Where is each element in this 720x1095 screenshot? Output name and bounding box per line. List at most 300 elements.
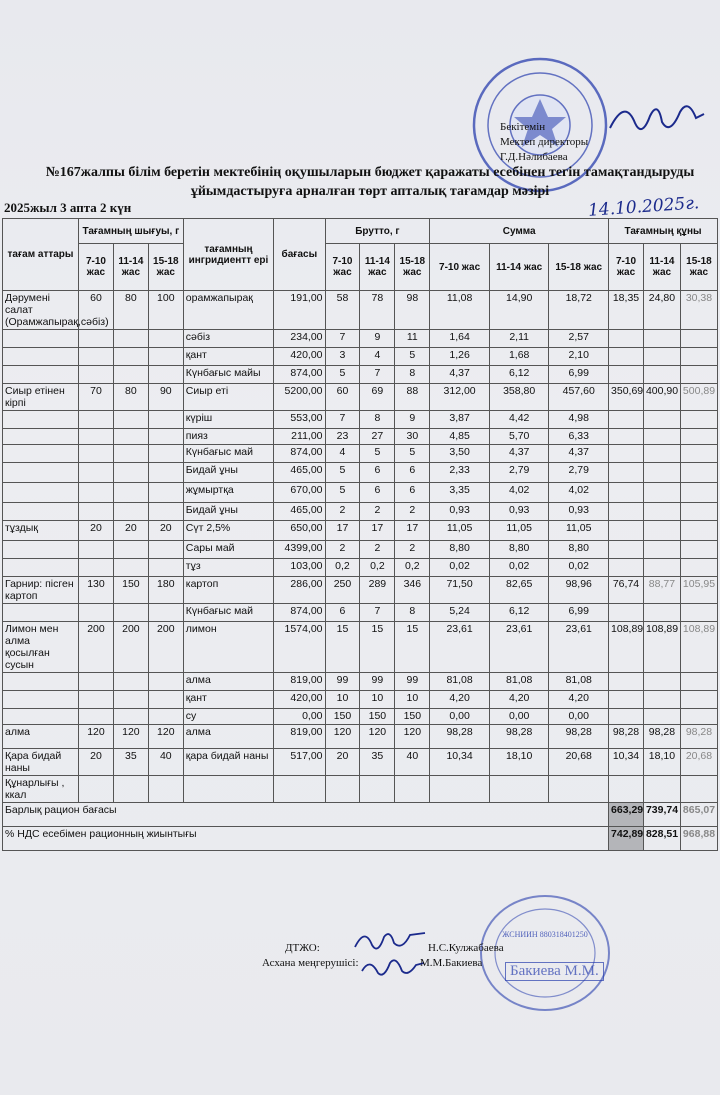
brutto-cell: 3 — [325, 348, 360, 366]
price-cell: 191,00 — [274, 291, 325, 330]
cost-cell: 500,89 — [680, 384, 717, 411]
yield-cell — [148, 330, 183, 348]
cost-cell — [609, 429, 644, 445]
sum-cell: 98,28 — [549, 725, 609, 749]
cost-cell — [643, 673, 680, 691]
brutto-cell: 150 — [325, 709, 360, 725]
cost-cell — [609, 411, 644, 429]
cost-cell: 76,74 — [609, 577, 644, 604]
cost-cell — [609, 445, 644, 463]
sum-cell — [549, 776, 609, 803]
table-subheader-row — [3, 244, 718, 291]
cost-cell — [609, 330, 644, 348]
sum-cell: 23,61 — [430, 622, 490, 673]
price-cell: 465,00 — [274, 503, 325, 521]
ingredient-cell: Бидай ұны — [183, 463, 273, 483]
brutto-cell: 7 — [325, 411, 360, 429]
brutto-cell: 11 — [395, 330, 430, 348]
yield-cell: 120 — [79, 725, 114, 749]
ingredient-cell: орамжапырақ — [183, 291, 273, 330]
brutto-cell: 2 — [395, 503, 430, 521]
dish-name-cell: алма — [3, 725, 79, 749]
cost-cell — [680, 521, 717, 541]
cost-cell — [643, 348, 680, 366]
sum-cell: 11,05 — [489, 521, 549, 541]
cost-cell: 98,28 — [643, 725, 680, 749]
sum-cell: 4,42 — [489, 411, 549, 429]
brutto-cell: 2 — [325, 503, 360, 521]
header-yield: Тағамның шығуы, г — [79, 219, 184, 244]
cost-cell — [680, 366, 717, 384]
sum-cell: 98,96 — [549, 577, 609, 604]
approval-line-1: Бекітемін — [500, 121, 546, 133]
price-cell: 670,00 — [274, 483, 325, 503]
cost-cell: 400,90 — [643, 384, 680, 411]
ingredient-cell: Сары май — [183, 541, 273, 559]
brutto-cell: 99 — [325, 673, 360, 691]
cost-cell — [680, 709, 717, 725]
brutto-cell: 40 — [395, 749, 430, 776]
sum-cell: 6,33 — [549, 429, 609, 445]
sum-cell: 5,70 — [489, 429, 549, 445]
sum-cell: 10,34 — [430, 749, 490, 776]
price-cell: 650,00 — [274, 521, 325, 541]
brutto-cell — [360, 776, 395, 803]
age-7-10: 7-10 жас — [325, 244, 360, 291]
sum-cell: 6,99 — [549, 604, 609, 622]
ingredient-cell: лимон — [183, 622, 273, 673]
age-7-10: 7-10 жас — [79, 244, 114, 291]
sum-cell: 2,33 — [430, 463, 490, 483]
total-label: % НДС есебімен рационның жиынтығы — [3, 827, 609, 851]
approval-line-2: Мектеп директоры — [500, 136, 589, 148]
sum-cell: 11,08 — [430, 291, 490, 330]
yield-cell — [79, 445, 114, 463]
brutto-cell: 0,2 — [360, 559, 395, 577]
brutto-cell: 58 — [325, 291, 360, 330]
brutto-cell: 6 — [360, 463, 395, 483]
cost-cell — [643, 541, 680, 559]
signature-scribble-2 — [358, 953, 428, 981]
price-cell — [274, 776, 325, 803]
sum-cell: 0,00 — [549, 709, 609, 725]
ingredient-cell: Күнбағыс майы — [183, 366, 273, 384]
yield-cell — [148, 463, 183, 483]
yield-cell — [113, 463, 148, 483]
cost-cell — [643, 559, 680, 577]
sum-cell: 18,72 — [549, 291, 609, 330]
sum-cell: 2,79 — [549, 463, 609, 483]
cost-cell: 10,34 — [609, 749, 644, 776]
cost-cell — [680, 429, 717, 445]
cost-cell — [643, 691, 680, 709]
sum-cell: 0,00 — [430, 709, 490, 725]
price-cell: 234,00 — [274, 330, 325, 348]
sum-cell: 6,12 — [489, 366, 549, 384]
brutto-cell: 2 — [395, 541, 430, 559]
brutto-cell: 5 — [325, 463, 360, 483]
yield-cell — [113, 429, 148, 445]
brutto-cell: 88 — [395, 384, 430, 411]
cost-cell — [680, 691, 717, 709]
yield-cell: 20 — [148, 521, 183, 541]
table-row — [3, 366, 718, 384]
table-row — [3, 749, 718, 776]
price-cell: 465,00 — [274, 463, 325, 483]
brutto-cell: 6 — [360, 483, 395, 503]
yield-cell — [79, 483, 114, 503]
age-7-10: 7-10 жас — [609, 244, 644, 291]
sum-cell: 0,02 — [489, 559, 549, 577]
yield-cell — [79, 709, 114, 725]
yield-cell: 90 — [148, 384, 183, 411]
yield-cell — [113, 691, 148, 709]
dish-name-cell: Сиыр етінен кірпі — [3, 384, 79, 411]
sum-cell: 358,80 — [489, 384, 549, 411]
yield-cell: 200 — [113, 622, 148, 673]
price-cell: 5200,00 — [274, 384, 325, 411]
cost-cell: 108,89 — [609, 622, 644, 673]
brutto-cell: 5 — [395, 348, 430, 366]
signature-label-1: ДТЖО: — [285, 942, 320, 954]
price-cell: 1574,00 — [274, 622, 325, 673]
brutto-cell: 7 — [360, 366, 395, 384]
yield-cell — [148, 691, 183, 709]
age-15-18: 15-18 жас — [148, 244, 183, 291]
brutto-cell: 99 — [395, 673, 430, 691]
yield-cell — [79, 604, 114, 622]
signature-name-1: Н.С.Кулжабаева — [428, 942, 504, 954]
sum-cell: 3,87 — [430, 411, 490, 429]
dish-name-cell — [3, 673, 79, 691]
age-11-14: 11-14 жас — [360, 244, 395, 291]
sum-cell: 11,05 — [549, 521, 609, 541]
sum-cell: 0,00 — [489, 709, 549, 725]
table-row — [3, 725, 718, 749]
yield-cell — [148, 541, 183, 559]
sum-cell: 20,68 — [549, 749, 609, 776]
yield-cell: 120 — [113, 725, 148, 749]
table-row — [3, 348, 718, 366]
ingredient-cell: пияз — [183, 429, 273, 445]
sum-cell: 81,08 — [549, 673, 609, 691]
director-signature — [600, 88, 710, 148]
dish-name-cell — [3, 541, 79, 559]
table-row — [3, 463, 718, 483]
ingredient-cell: күріш — [183, 411, 273, 429]
price-cell: 0,00 — [274, 709, 325, 725]
sum-cell — [430, 776, 490, 803]
cost-cell — [680, 604, 717, 622]
cost-cell — [643, 604, 680, 622]
cost-cell — [643, 776, 680, 803]
approval-block — [500, 120, 588, 165]
sum-cell: 0,02 — [549, 559, 609, 577]
table-row — [3, 483, 718, 503]
brutto-cell: 9 — [360, 330, 395, 348]
sum-cell: 14,90 — [489, 291, 549, 330]
table-row — [3, 604, 718, 622]
brutto-cell: 78 — [360, 291, 395, 330]
ingredient-cell: алма — [183, 673, 273, 691]
age-7-10: 7-10 жас — [430, 244, 490, 291]
cost-cell — [680, 348, 717, 366]
cost-cell — [680, 503, 717, 521]
cost-cell — [609, 709, 644, 725]
yield-cell — [148, 429, 183, 445]
document-title: №167жалпы білім беретін мектебінің оқушыларын бюджет қаражаты есебінен тегін тамақтандыруды ұйымдастыруға арналған төрт апталық тағамдар мәзірі — [45, 165, 695, 199]
ingredient-cell: алма — [183, 725, 273, 749]
sum-cell: 8,80 — [430, 541, 490, 559]
sum-cell: 0,93 — [489, 503, 549, 521]
dish-name-cell — [3, 691, 79, 709]
price-cell: 420,00 — [274, 691, 325, 709]
sum-cell: 457,60 — [549, 384, 609, 411]
cost-cell: 30,38 — [680, 291, 717, 330]
sum-cell: 0,93 — [430, 503, 490, 521]
ingredient-cell: тұз — [183, 559, 273, 577]
brutto-cell: 250 — [325, 577, 360, 604]
sum-cell: 0,93 — [549, 503, 609, 521]
ingredient-cell: Сиыр еті — [183, 384, 273, 411]
brutto-cell: 60 — [325, 384, 360, 411]
cost-cell — [643, 521, 680, 541]
sum-cell: 4,37 — [489, 445, 549, 463]
document-subtitle: 2025жыл 3 апта 2 күн — [4, 200, 132, 215]
brutto-cell: 0,2 — [395, 559, 430, 577]
brutto-cell: 17 — [360, 521, 395, 541]
brutto-cell — [325, 776, 360, 803]
dish-name-cell: Құнарлығы , ккал — [3, 776, 79, 803]
ingredient-cell: қант — [183, 348, 273, 366]
cost-cell — [680, 463, 717, 483]
cost-cell: 88,77 — [643, 577, 680, 604]
yield-cell: 20 — [79, 521, 114, 541]
sum-cell: 6,12 — [489, 604, 549, 622]
approval-line-3: Г.Д.Нәлибаева — [500, 151, 568, 163]
table-row — [3, 503, 718, 521]
yield-cell — [148, 673, 183, 691]
sum-cell: 4,37 — [549, 445, 609, 463]
yield-cell — [79, 776, 114, 803]
yield-cell — [148, 559, 183, 577]
cost-cell — [643, 463, 680, 483]
sum-cell: 2,57 — [549, 330, 609, 348]
sum-cell: 4,98 — [549, 411, 609, 429]
dish-name-cell — [3, 709, 79, 725]
brutto-cell: 0,2 — [325, 559, 360, 577]
dish-name-cell — [3, 366, 79, 384]
brutto-cell: 120 — [325, 725, 360, 749]
sum-cell: 2,11 — [489, 330, 549, 348]
total-cost-cell: 865,07 — [680, 803, 717, 827]
sum-cell: 1,26 — [430, 348, 490, 366]
cost-cell: 24,80 — [643, 291, 680, 330]
price-cell: 420,00 — [274, 348, 325, 366]
brutto-cell: 23 — [325, 429, 360, 445]
yield-cell — [79, 463, 114, 483]
price-cell: 819,00 — [274, 725, 325, 749]
sum-cell: 312,00 — [430, 384, 490, 411]
signature-name-2: М.М.Бакиева — [420, 957, 483, 969]
brutto-cell: 35 — [360, 749, 395, 776]
brutto-cell: 5 — [360, 445, 395, 463]
brutto-cell: 4 — [325, 445, 360, 463]
age-11-14: 11-14 жас — [113, 244, 148, 291]
total-cost-cell: 828,51 — [643, 827, 680, 851]
sum-cell: 98,28 — [430, 725, 490, 749]
dish-name-cell — [3, 429, 79, 445]
table-row — [3, 577, 718, 604]
total-label: Барлық рацион бағасы — [3, 803, 609, 827]
brutto-cell: 150 — [360, 709, 395, 725]
price-cell: 103,00 — [274, 559, 325, 577]
table-row — [3, 384, 718, 411]
sum-cell: 81,08 — [430, 673, 490, 691]
age-15-18: 15-18 жас — [395, 244, 430, 291]
cost-cell: 350,69 — [609, 384, 644, 411]
sum-cell: 82,65 — [489, 577, 549, 604]
yield-cell: 20 — [113, 521, 148, 541]
cost-cell — [643, 411, 680, 429]
yield-cell: 60 — [79, 291, 114, 330]
cost-cell — [680, 411, 717, 429]
sum-cell: 98,28 — [489, 725, 549, 749]
dish-name-cell — [3, 604, 79, 622]
dish-name-cell — [3, 463, 79, 483]
yield-cell — [79, 541, 114, 559]
table-row — [3, 541, 718, 559]
cost-cell — [609, 348, 644, 366]
yield-cell: 200 — [79, 622, 114, 673]
sum-cell: 6,99 — [549, 366, 609, 384]
sum-cell: 4,85 — [430, 429, 490, 445]
cost-cell — [609, 521, 644, 541]
yield-cell — [113, 366, 148, 384]
age-11-14: 11-14 жас — [643, 244, 680, 291]
table-row — [3, 291, 718, 330]
ingredient-cell: қант — [183, 691, 273, 709]
ingredient-cell: Бидай ұны — [183, 503, 273, 521]
cost-cell: 20,68 — [680, 749, 717, 776]
total-cost-cell: 739,74 — [643, 803, 680, 827]
brutto-cell: 120 — [395, 725, 430, 749]
table-row — [3, 691, 718, 709]
cost-cell — [609, 463, 644, 483]
brutto-cell: 30 — [395, 429, 430, 445]
dish-name-cell — [3, 445, 79, 463]
cost-cell: 108,89 — [680, 622, 717, 673]
cost-cell — [643, 330, 680, 348]
table-row — [3, 330, 718, 348]
brutto-cell: 9 — [395, 411, 430, 429]
stamp-iin: ЖСНИИН 880318401250 — [502, 930, 588, 939]
sum-cell: 4,20 — [549, 691, 609, 709]
sum-cell: 4,20 — [489, 691, 549, 709]
signature-label-2: Асхана меңгерушісі: — [262, 957, 359, 969]
cost-cell — [609, 673, 644, 691]
yield-cell — [113, 411, 148, 429]
table-row — [3, 411, 718, 429]
cost-cell — [609, 483, 644, 503]
yield-cell — [148, 411, 183, 429]
cost-cell — [643, 483, 680, 503]
header-price: бағасы — [274, 219, 325, 291]
dish-name-cell: Гарнир: пісген картоп — [3, 577, 79, 604]
brutto-cell — [395, 776, 430, 803]
ingredient-cell: Күнбағыс май — [183, 604, 273, 622]
cost-cell — [680, 541, 717, 559]
brutto-cell: 5 — [325, 483, 360, 503]
cost-cell — [680, 445, 717, 463]
ingredient-cell: Сүт 2,5% — [183, 521, 273, 541]
sum-cell: 23,61 — [549, 622, 609, 673]
brutto-cell: 8 — [395, 604, 430, 622]
table-row — [3, 429, 718, 445]
brutto-cell: 10 — [360, 691, 395, 709]
yield-cell: 180 — [148, 577, 183, 604]
price-cell: 211,00 — [274, 429, 325, 445]
yield-cell — [113, 604, 148, 622]
brutto-cell: 6 — [325, 604, 360, 622]
brutto-cell: 27 — [360, 429, 395, 445]
yield-cell — [79, 330, 114, 348]
yield-cell: 150 — [113, 577, 148, 604]
brutto-cell: 98 — [395, 291, 430, 330]
cost-cell: 105,95 — [680, 577, 717, 604]
sum-cell: 4,02 — [549, 483, 609, 503]
sum-cell: 18,10 — [489, 749, 549, 776]
header-ingredient: тағамның ингридиентт ері — [183, 219, 273, 291]
cost-cell: 18,10 — [643, 749, 680, 776]
yield-cell — [148, 604, 183, 622]
yield-cell — [148, 776, 183, 803]
sum-cell: 1,64 — [430, 330, 490, 348]
brutto-cell: 346 — [395, 577, 430, 604]
price-cell: 874,00 — [274, 366, 325, 384]
table-row — [3, 709, 718, 725]
yield-cell: 70 — [79, 384, 114, 411]
yield-cell — [79, 559, 114, 577]
yield-cell — [113, 776, 148, 803]
brutto-cell: 2 — [360, 503, 395, 521]
header-brutto: Брутто, г — [325, 219, 430, 244]
table-row — [3, 776, 718, 803]
cost-cell — [609, 559, 644, 577]
brutto-cell: 4 — [360, 348, 395, 366]
cost-cell: 18,35 — [609, 291, 644, 330]
yield-cell — [148, 483, 183, 503]
yield-cell: 40 — [148, 749, 183, 776]
cost-cell — [643, 429, 680, 445]
ingredient-cell: қара бидай наны — [183, 749, 273, 776]
price-cell: 4399,00 — [274, 541, 325, 559]
sum-cell: 4,02 — [489, 483, 549, 503]
yield-cell — [148, 445, 183, 463]
brutto-cell: 8 — [395, 366, 430, 384]
signature-scribble-1 — [350, 925, 430, 955]
yield-cell — [113, 541, 148, 559]
yield-cell — [79, 503, 114, 521]
total-row — [3, 803, 718, 827]
brutto-cell: 2 — [325, 541, 360, 559]
cost-cell — [643, 445, 680, 463]
brutto-cell: 69 — [360, 384, 395, 411]
yield-cell — [79, 348, 114, 366]
yield-cell — [148, 709, 183, 725]
dish-name-cell — [3, 330, 79, 348]
brutto-cell: 20 — [325, 749, 360, 776]
